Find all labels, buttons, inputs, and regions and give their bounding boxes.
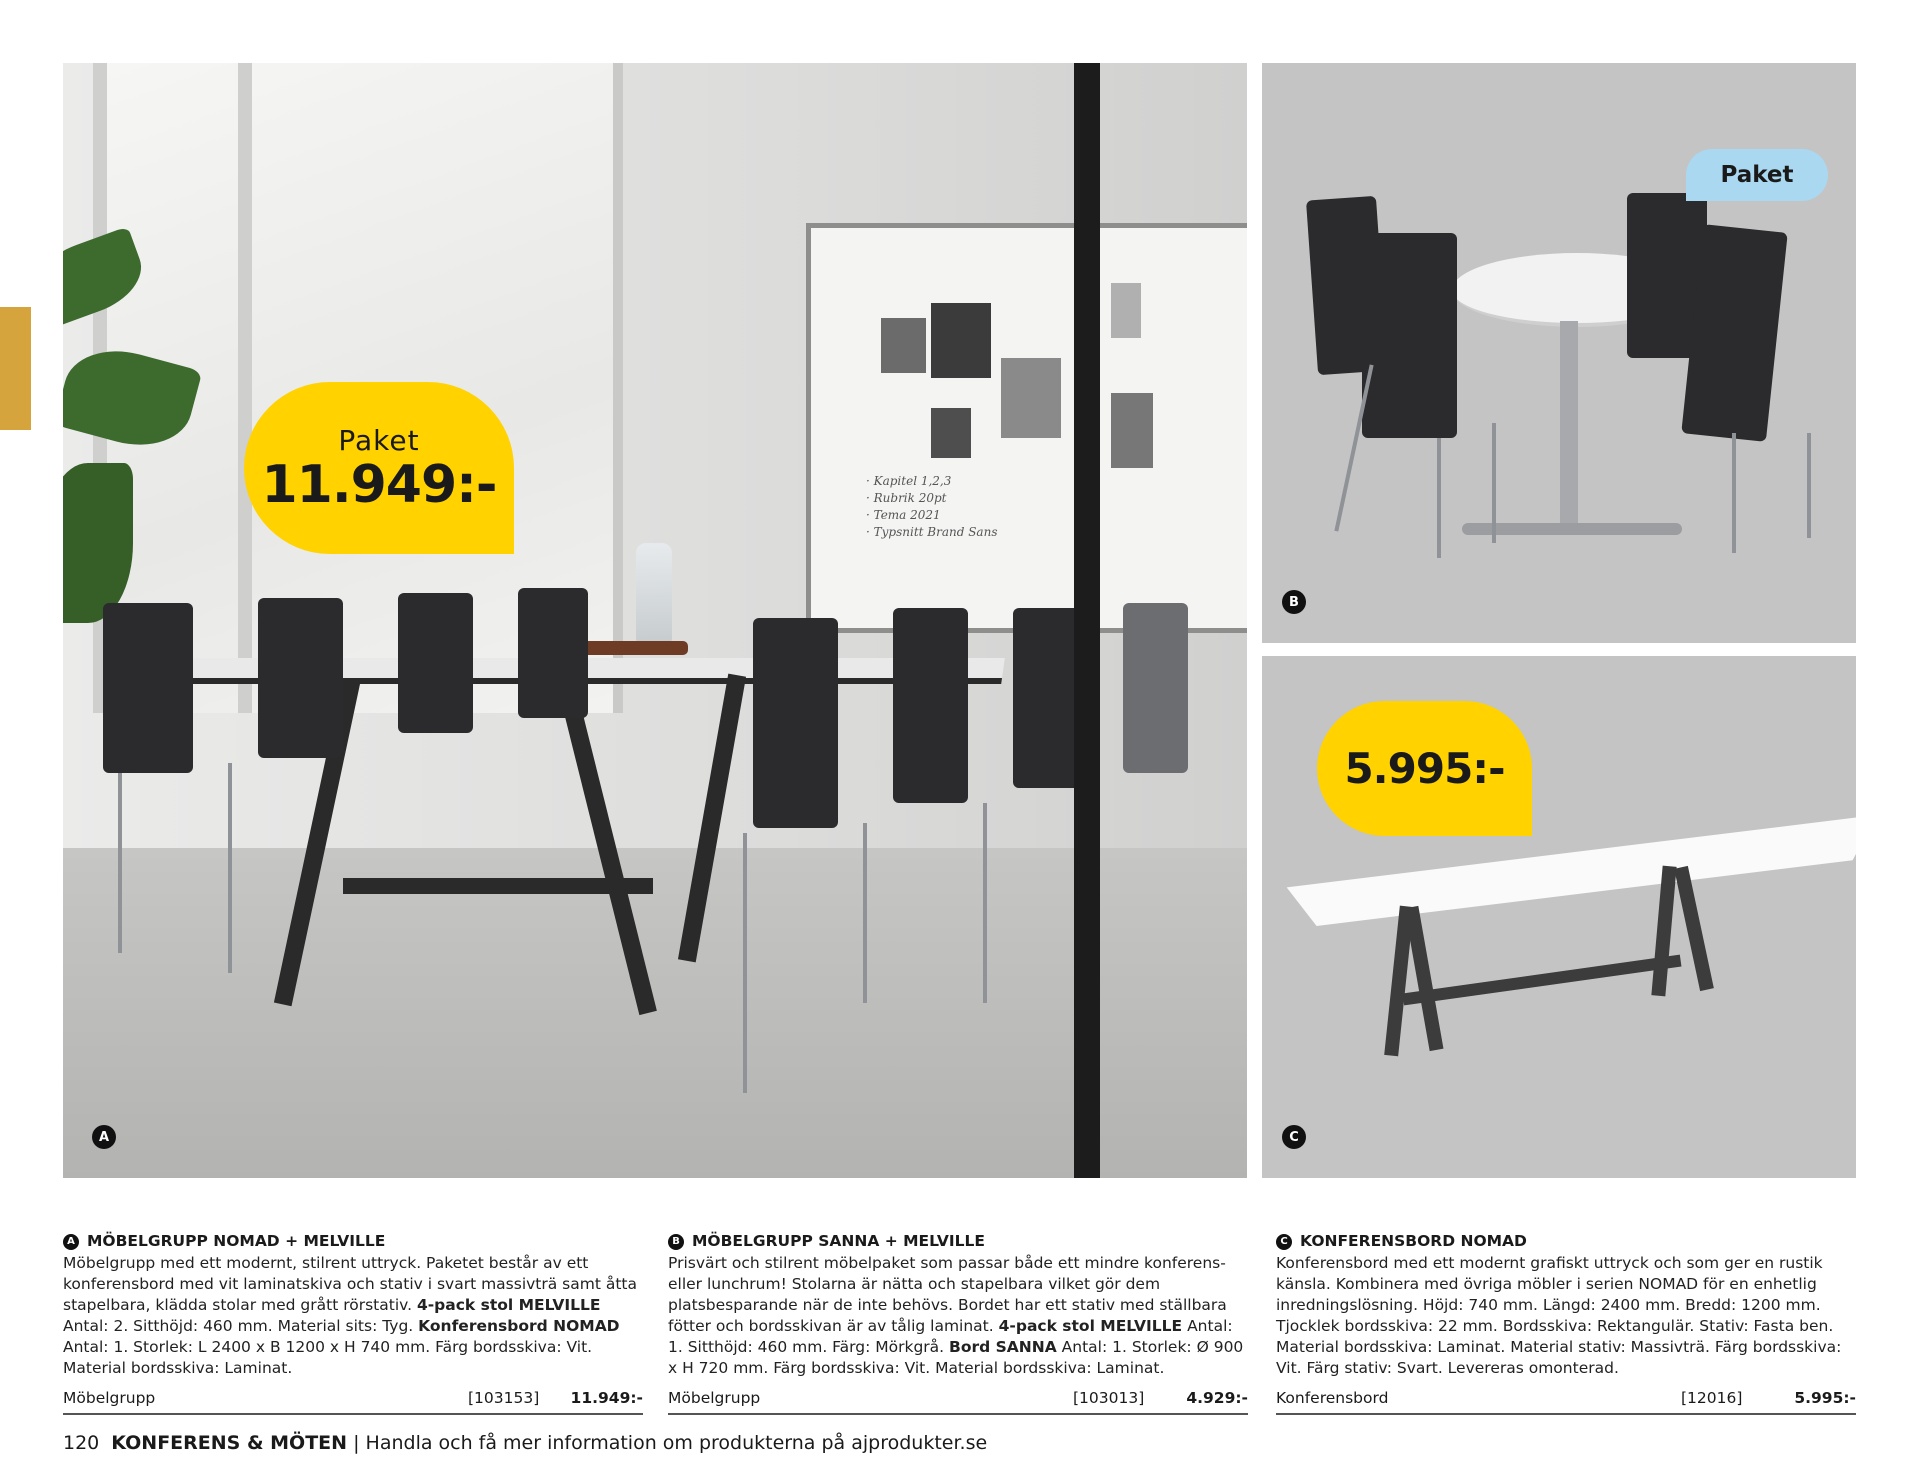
whiteboard-note xyxy=(931,303,991,378)
product-description-a xyxy=(63,1231,643,1379)
table-price: 5.995:- xyxy=(1344,744,1505,793)
chair-leg xyxy=(118,773,122,953)
chair-leg xyxy=(743,833,747,1093)
photo-conference-room xyxy=(63,63,1247,1178)
letter-marker: A xyxy=(63,1234,79,1250)
table-pedestal xyxy=(1560,321,1578,531)
row-name: Möbelgrupp xyxy=(668,1389,761,1407)
package-price-bubble xyxy=(244,382,514,554)
chair-leg xyxy=(228,763,232,973)
window-frame xyxy=(238,63,252,713)
chair xyxy=(1013,608,1083,788)
chair-leg xyxy=(1437,438,1441,558)
row-code: [12016] xyxy=(1681,1389,1743,1407)
footer-separator: | xyxy=(347,1432,366,1454)
chair xyxy=(103,603,193,773)
marker-c: C xyxy=(1282,1125,1306,1149)
product-text: Prisvärt och stilrent möbelpaket som passar både ett mindre konferens- eller lunchrum! Stolarna är nätta och stapelbara vilket gör dem platsbesparande när de inte behövs. Bordet har ett stativ med ställbara fötter och bordsskivan är av tålig laminat. 4-pack stol MELVILLE Antal: 1. Sitthöjd: 460 mm. Färg: Mörkgrå. Bord SANNA Antal: 1. Storlek: Ø 900 x H 720 mm. Färg bordsskiva: Vit. Material bordsskiva: Laminat. xyxy=(668,1254,1244,1377)
floor xyxy=(63,848,1247,1178)
photo-round-table-set xyxy=(1262,63,1856,643)
chair-leg xyxy=(1732,433,1736,553)
carafe xyxy=(636,543,672,643)
package-label: Paket xyxy=(338,423,420,457)
whiteboard-line: · Typsnitt Brand Sans xyxy=(866,525,998,539)
section-tab xyxy=(0,307,31,430)
package-price: 11.949:- xyxy=(261,454,497,515)
photo-conference-table xyxy=(1262,656,1856,1178)
chair xyxy=(893,608,968,803)
table-leg xyxy=(1405,906,1444,1051)
product-heading xyxy=(63,1231,643,1252)
product-row-c xyxy=(1276,1389,1856,1415)
row-price: 5.995:- xyxy=(1794,1389,1856,1407)
product-row-b xyxy=(668,1389,1248,1415)
chair xyxy=(398,593,473,733)
table-leg xyxy=(1651,866,1676,997)
product-title: KONFERENSBORD NOMAD xyxy=(1300,1232,1527,1250)
row-price: 11.949:- xyxy=(570,1389,643,1407)
chair xyxy=(1362,233,1457,438)
product-heading xyxy=(668,1231,1248,1252)
product-title: MÖBELGRUPP NOMAD + MELVILLE xyxy=(87,1232,386,1250)
whiteboard xyxy=(806,223,1247,633)
marker-a: A xyxy=(92,1125,116,1149)
product-text: Konferensbord med ett modernt grafiskt uttryck och som ger en rustik känsla. Kombinera med övriga möbler i serien NOMAD för en enhetlig inredningslösning. Höjd: 740 mm. Längd: 2400 mm. Bredd: 1200 mm. Tjocklek bordsskiva: 22 mm. Bordsskiva: Rektangulär. Stativ: Fasta ben. Material bordsskiva: Laminat. Material stativ: Massivträ. Färg bordsskiva: Vit. Färg stativ: Svart. Levereras omonterad. xyxy=(1276,1254,1842,1377)
whiteboard-note xyxy=(1111,393,1153,468)
whiteboard-line: · Tema 2021 xyxy=(866,508,941,522)
whiteboard-handwriting xyxy=(866,473,1006,541)
letter-marker: C xyxy=(1276,1234,1292,1250)
table-crossbar xyxy=(1403,955,1682,1006)
page-number: 120 xyxy=(63,1432,100,1454)
page-footer xyxy=(63,1432,987,1454)
whiteboard-note xyxy=(1111,283,1141,338)
row-name: Möbelgrupp xyxy=(63,1389,156,1407)
product-row-a xyxy=(63,1389,643,1415)
whiteboard-note xyxy=(881,318,926,373)
table-crossbar xyxy=(343,878,653,894)
table-leg xyxy=(1674,866,1714,991)
product-text: Möbelgrupp med ett modernt, stilrent uttryck. Paketet består av ett konferensbord med vit laminatskiva och stativ i svart massivträ samt åtta stapelbara, klädda stolar med grått rörstativ. 4-pack stol MELVILLE Antal: 2. Sitthöjd: 460 mm. Material sits: Tyg. Konferensbord NOMAD Antal: 1. Storlek: L 2400 x B 1200 x H 740 mm. Färg bordsskiva: Vit. Material bordsskiva: Laminat. xyxy=(63,1254,638,1377)
chair-leg xyxy=(1807,433,1811,538)
product-description-b xyxy=(668,1231,1248,1379)
chair xyxy=(518,588,588,718)
row-name: Konferensbord xyxy=(1276,1389,1389,1407)
row-code: [103153] xyxy=(468,1389,540,1407)
chair-leg xyxy=(863,823,867,1003)
chair xyxy=(1123,603,1188,773)
whiteboard-note xyxy=(1001,358,1061,438)
letter-marker: B xyxy=(668,1234,684,1250)
product-heading xyxy=(1276,1231,1856,1252)
chair xyxy=(753,618,838,828)
row-price: 4.929:- xyxy=(1186,1389,1248,1407)
whiteboard-line: · Rubrik 20pt xyxy=(866,491,947,505)
footer-tagline[interactable]: Handla och få mer information om produkterna på ajprodukter.se xyxy=(365,1432,988,1454)
marker-b: B xyxy=(1282,590,1306,614)
whiteboard-note xyxy=(931,408,971,458)
chair-leg xyxy=(983,803,987,1003)
product-title: MÖBELGRUPP SANNA + MELVILLE xyxy=(692,1232,985,1250)
glass-wall-frame xyxy=(1074,63,1100,1178)
chair xyxy=(258,598,343,758)
row-code: [103013] xyxy=(1073,1389,1145,1407)
whiteboard-line: · Kapitel 1,2,3 xyxy=(866,474,952,488)
package-badge: Paket xyxy=(1686,149,1828,201)
section-title: KONFERENS & MÖTEN xyxy=(111,1432,348,1454)
chair-leg xyxy=(1334,364,1373,531)
product-description-c xyxy=(1276,1231,1856,1379)
table-price-bubble xyxy=(1317,701,1532,836)
chair-leg xyxy=(1492,423,1496,543)
